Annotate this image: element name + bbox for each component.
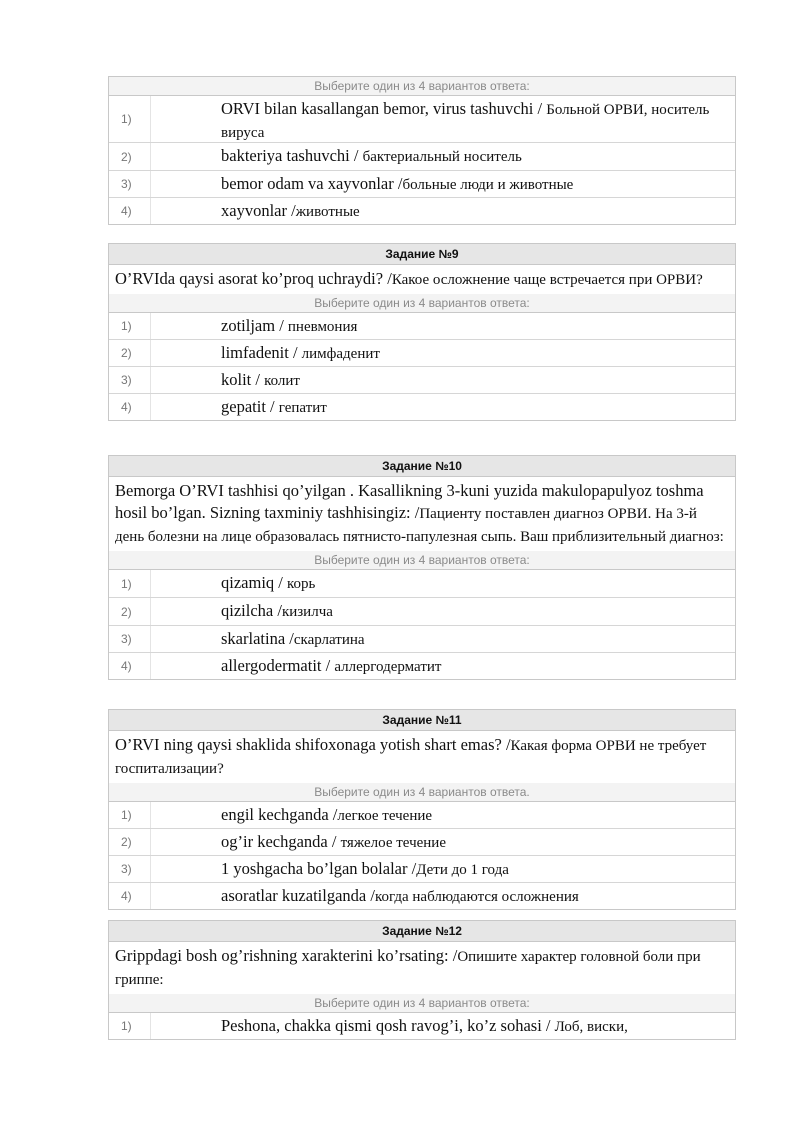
- answer-number: 4): [109, 883, 151, 909]
- answer-text: asoratlar kuzatilganda /когда наблюдаются осложнения: [221, 886, 579, 905]
- answer-number: 1): [109, 570, 151, 597]
- answer-row[interactable]: [109, 198, 735, 224]
- answer-number: 4): [109, 394, 151, 420]
- task-12-block: [108, 920, 736, 1040]
- answer-row[interactable]: [109, 171, 735, 198]
- answer-row[interactable]: [109, 883, 735, 909]
- task-11-block: [108, 709, 736, 910]
- instruction-text: Выберите один из 4 вариантов ответа:: [109, 994, 735, 1013]
- instruction-text: Выберите один из 4 вариантов ответа:: [109, 294, 735, 313]
- answer-number: 2): [109, 143, 151, 170]
- answer-text: bakteriya tashuvchi / бактериальный носитель: [221, 146, 522, 165]
- answer-text: skarlatina /скарлатина: [221, 629, 365, 648]
- answer-row[interactable]: [109, 96, 735, 143]
- instruction-text: Выберите один из 4 вариантов ответа:: [109, 77, 735, 96]
- answer-number: 1): [109, 313, 151, 339]
- task-header: Задание №10: [109, 456, 735, 477]
- answer-row[interactable]: [109, 367, 735, 394]
- answer-number: 3): [109, 367, 151, 393]
- answer-number: 1): [109, 802, 151, 828]
- task-header: Задание №9: [109, 244, 735, 265]
- instruction-text: Выберите один из 4 вариантов ответа:: [109, 551, 735, 570]
- answer-number: 1): [109, 1013, 151, 1039]
- answer-text: qizilcha /кизилча: [221, 601, 333, 620]
- answer-text: xayvonlar /животные: [221, 201, 360, 220]
- answer-row[interactable]: [109, 626, 735, 653]
- task-8-answers-block: [108, 76, 736, 225]
- question-text: Bemorga O’RVI tashhisi qo’yilgan . Kasallikning 3-kuni yuzida makulopapulyoz toshma hosil bo’lgan. Sizning taxminiy tashhisingiz: /Пациенту поставлен диагноз ОРВИ. На 3-й день болезни на лице образовалась пятнисто-папулезная сыпь. Ваш приблизительный диагноз:: [115, 481, 724, 545]
- answer-text: allergodermatit / аллергодерматит: [221, 656, 442, 675]
- answer-row[interactable]: [109, 570, 735, 598]
- answer-number: 4): [109, 653, 151, 679]
- task-header: Задание №12: [109, 921, 735, 942]
- question-text: O’RVI ning qaysi shaklida shifoxonaga yotish shart emas? /Какая форма ОРВИ не требует госпитализации?: [115, 735, 707, 777]
- answer-row[interactable]: [109, 340, 735, 367]
- task-10-block: [108, 455, 736, 680]
- answer-number: 3): [109, 626, 151, 652]
- answer-number: 3): [109, 171, 151, 197]
- question-text: Grippdagi bosh og’rishning xarakterini ko’rsating: /Опишите характер головной боли при гриппе:: [115, 946, 701, 988]
- answer-text: ORVI bilan kasallangan bemor, virus tashuvchi / Больной ОРВИ, носитель вируса: [221, 99, 710, 141]
- answer-row[interactable]: [109, 394, 735, 420]
- answer-text: bemor odam va xayvonlar /больные люди и животные: [221, 174, 574, 193]
- answer-text: limfadenit / лимфаденит: [221, 343, 380, 362]
- answer-text: kolit / колит: [221, 370, 300, 389]
- answer-number: 3): [109, 856, 151, 882]
- answer-number: 2): [109, 829, 151, 855]
- answer-row[interactable]: [109, 653, 735, 679]
- answer-row[interactable]: [109, 1013, 735, 1039]
- instruction-text: Выберите один из 4 вариантов ответа.: [109, 783, 735, 802]
- answer-row[interactable]: [109, 829, 735, 856]
- answer-row[interactable]: [109, 313, 735, 340]
- answer-text: og’ir kechganda / тяжелое течение: [221, 832, 446, 851]
- answer-number: 2): [109, 598, 151, 625]
- answer-row[interactable]: [109, 856, 735, 883]
- answer-text: qizamiq / корь: [221, 573, 316, 592]
- task-header: Задание №11: [109, 710, 735, 731]
- answer-row[interactable]: [109, 143, 735, 171]
- answer-row[interactable]: [109, 598, 735, 626]
- answer-number: 4): [109, 198, 151, 224]
- task-9-block: [108, 243, 736, 421]
- answer-number: 1): [109, 96, 151, 142]
- answer-text: engil kechganda /легкое течение: [221, 805, 433, 824]
- answer-text: gepatit / гепатит: [221, 397, 327, 416]
- answer-text: Peshona, chakka qismi qosh ravog’i, ko’z sohasi / Лоб, виски,: [221, 1016, 628, 1035]
- answer-text: 1 yoshgacha bo’lgan bolalar /Дети до 1 года: [221, 859, 509, 878]
- answer-number: 2): [109, 340, 151, 366]
- answer-row[interactable]: [109, 802, 735, 829]
- question-text: O’RVIda qaysi asorat ko’proq uchraydi? /Какое осложнение чаще встречается при ОРВИ?: [115, 269, 703, 288]
- answer-text: zotiljam / пневмония: [221, 316, 358, 335]
